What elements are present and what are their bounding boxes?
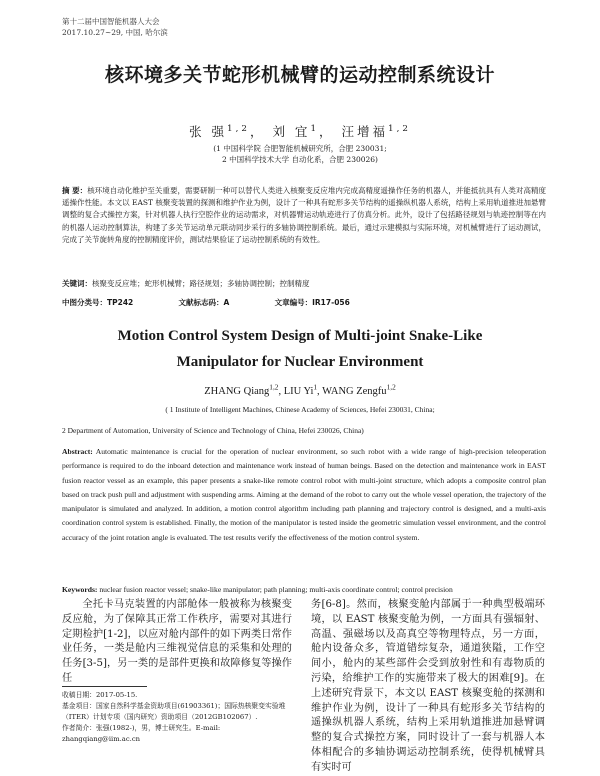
author-cn: 刘 宜$^1$ [272, 123, 320, 139]
abstract-cn [62, 185, 546, 246]
author-cn: 汪增福$^{1,2}$ [341, 123, 411, 139]
authors-cn: 张 强$^{1,2}$， 刘 宜$^1$， 汪增福$^{1,2}$ [189, 123, 411, 139]
running-header [62, 16, 168, 38]
author-en: ZHANG Qiang$^{1,2}$ [204, 382, 279, 397]
article-number: 文章编号：IR17-056 [274, 298, 350, 307]
abstract-cn-text: 核环境自动化维护至关重要，需要研制一种可以替代人类进入核聚变反应堆内完成高精度遥操作任务的机器人，并能抵抗具有人类对高精度遥操作性能。本文以 EAST 核聚变装置的探测和维护作业为例，设计了一种具有蛇形多关节结构的遥操纵机器人系统，结构上采用轨道推进加悬臂调整的复合式操控方案，针对机器人执行空腔作业的运动需求，对机器臂运动轨迹进行了仿真分析。此外，设计了包括路径规划与轨迹控制等在内的机器人运动控制算法，构建了多关节运动单元联动同步采行的多轴协调控制系统。最后，通过示建模拟与实际环境，对机械臂进行了运动测试，完成了关节旋转角度的控制精度评价，测试结果验证了运动控制系统的有效性。 [62, 186, 546, 244]
keywords-cn-label: 关键词： [62, 279, 92, 288]
keywords-cn [62, 278, 546, 290]
title-en-line2: Manipulator for Nuclear Environment [176, 354, 424, 370]
abstract-en [62, 445, 546, 545]
footnote-funding: 基金项目：国家自然科学基金资助项目(61903361)；国际热核聚变实验堆（ITER）计划专项（国内研究）资助项目（2012GB102067）. [62, 702, 286, 721]
affiliation-cn: (1 中国科学院 合肥智能机械研究所，合肥 230031; [213, 144, 387, 153]
body-column-left: 全托卡马克装置的内部舱体一般被称为核聚变反应舱，为了保障其正常工作秩序，需要对其进行定期检护[1-2]，以应对舱内部件的如下两类日常作业任务，一类是舱内三维视觉信息的采集和处理的任务[3-5]，另一类的是部件更换和故障修复等操作任 [62, 599, 292, 684]
footnote-received: 收稿日期：2017-05-15. [62, 691, 138, 699]
author-en: WANG Zengfu$^{1,2}$ [322, 382, 396, 397]
affiliation-en-1: ( 1 Institute of Intelligent Machines, Chinese Academy of Sciences, Hefei 230031, China; [165, 405, 435, 414]
affiliations-cn [0, 143, 600, 165]
keywords-cn-text: 核聚变反应堆；蛇形机械臂；路径规划；多轴协调控制；控制精度 [92, 279, 310, 288]
conference-name: 第十二届中国智能机器人大会 [62, 17, 160, 26]
body-column-right: 务[6-8]。然而，核聚变舱内部属于一种典型极端环境，以 EAST 核聚变舱为例，一方面具有强辐射、高温、强磁场以及高真空等物理特点，另一方面，舱内设备众多，管道错综复杂，通道狭隘，工作空间小，舱内的某些部件会受到放射性和有毒物质的污染，给维护工作的实施带来了极大的困难[9]。在上述研究背景下，本文以 EAST 核聚变舱的探测和维护作业为例，设计了一种具有蛇形多关节结构的遥操纵机器人系统，结构上采用轨道推进加悬臂调整的复合式操控方案，同时设计了一套与机器人本体相配合的多轴协调运动控制系统，使得机械臂具有实时可 [311, 599, 545, 773]
keywords-en-label: Keywords: [62, 585, 98, 594]
authors-en: ZHANG Qiang$^{1,2}$, LIU Yi$^1$, WANG Zengfu$^{1,2}$ [204, 382, 396, 397]
footnote-rule [62, 686, 147, 687]
keywords-en [62, 583, 546, 597]
abstract-cn-label: 摘 要： [62, 186, 88, 195]
classification-line [62, 297, 546, 308]
abstract-en-text: Automatic maintenance is crucial for the operation of nuclear environment, so such robot with a wide range of high-precision teleoperation performance is required to do the inboard detection and maintenance work instead of human beings. Based on the detection and maintenance work in EAST fusion reactor vessel as an example, this paper presents a snake-like remote control robot with multi-joint structure, which adopts a composite control plan based on track push pull and adjustment with suspending arms. Aiming at the demand of the robot to carry out the whole vessel operation, the trajectory of the manipulator is simulated and analyzed. In addition, a motion control algorithm including path planning and trajectory control is designed, and a multi-axis coordination control system is established. Finally, the motion of the manipulator is tested inside the geometric simulation vessel environment, and the control accuracy of the joint rotation angle is evaluated. The test results verify the effectiveness of the motion control system. [62, 447, 546, 542]
document-code: 文献标志码：A [178, 298, 230, 307]
author-en: LIU Yi$^1$ [283, 382, 318, 397]
title-en-line1: Motion Control System Design of Multi-joint Snake-Like [117, 328, 483, 344]
title-cn: 核环境多关节蛇形机械臂的运动控制系统设计 [104, 64, 495, 86]
footnote-author: 作者简介：张强(1982-)，男，博士研究生。E-mail: zhangqiang@iim.ac.cn [62, 724, 221, 743]
footnotes [62, 690, 294, 745]
author-cn: 张 强$^{1,2}$ [189, 123, 250, 139]
abstract-en-label: Abstract: [62, 447, 93, 456]
affiliation-cn: 2 中国科学技术大学 自动化系，合肥 230026) [222, 155, 378, 164]
clc-number: 中图分类号：TP242 [62, 298, 134, 307]
conference-date-place: 2017.10.27~29, 中国, 哈尔滨 [62, 28, 168, 37]
keywords-en-text: nuclear fusion reactor vessel; snake-like manipulator; path planning; multi-axis coordinate control; control precision [99, 585, 453, 594]
affiliation-en-2: 2 Department of Automation, University of Science and Technology of China, Hefei 230026, China) [62, 426, 364, 435]
